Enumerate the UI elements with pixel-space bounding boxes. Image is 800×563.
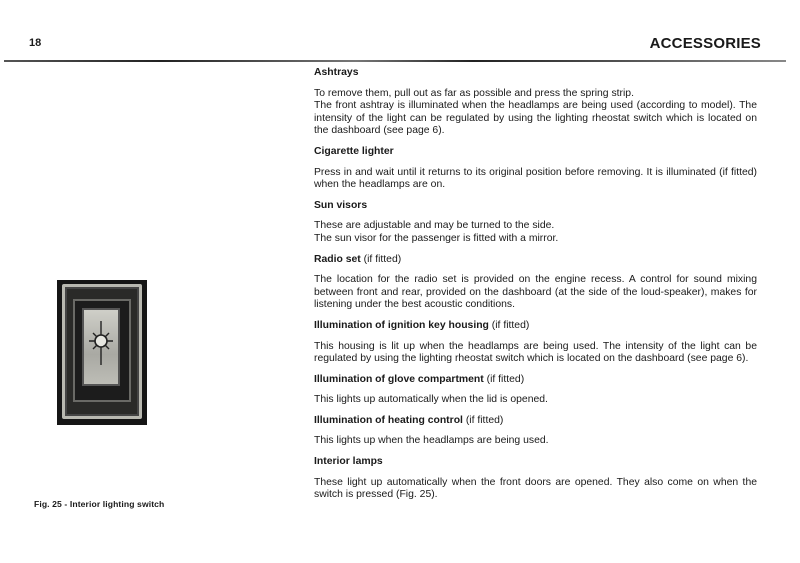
switch-rocker bbox=[82, 308, 120, 386]
heading-note: (if fitted) bbox=[488, 319, 530, 331]
paragraph: The front ashtray is illuminated when the headlamps are being used (according to model). The intensity of the light can be regulated by using the lighting rheostat switch which is located on the dashboard (see page 6). bbox=[314, 100, 757, 137]
paragraph: This housing is lit up when the headlamps are being used. The intensity of the light can be regulated by using the lighting rheostat switch which is located on the dashboard (see page 6). bbox=[314, 340, 757, 365]
main-content bbox=[314, 67, 757, 510]
switch-photo bbox=[57, 280, 147, 425]
section-heading bbox=[314, 200, 757, 213]
section-heading bbox=[314, 67, 757, 80]
section-heating-control-illumination bbox=[314, 415, 757, 448]
chapter-title: ACCESSORIES bbox=[649, 35, 761, 52]
paragraph: Press in and wait until it returns to its original position before removing. It is illuminated (if fitted) when the headlamps are on. bbox=[314, 166, 757, 191]
paragraph: This lights up when the headlamps are being used. bbox=[314, 435, 549, 447]
heading-text: Illumination of glove compartment bbox=[314, 373, 484, 385]
paragraph: These light up automatically when the front doors are opened. They also come on when the switch is pressed (Fig. 25). bbox=[314, 476, 757, 501]
heading-text: Ashtrays bbox=[314, 67, 359, 78]
section-sun-visors bbox=[314, 200, 757, 246]
header-rule bbox=[4, 60, 786, 62]
section-heading bbox=[314, 374, 757, 387]
heading-note: (if fitted) bbox=[462, 414, 504, 426]
heading-text: Interior lamps bbox=[314, 456, 383, 468]
heading-text: Illumination of heating control bbox=[314, 414, 463, 426]
paragraph: To remove them, pull out as far as possible and press the spring strip. bbox=[314, 87, 634, 99]
section-cigarette-lighter bbox=[314, 146, 757, 192]
section-heading bbox=[314, 254, 757, 267]
heading-note: (if fitted) bbox=[483, 373, 525, 385]
switch-recess bbox=[73, 299, 131, 402]
heading-text: Radio set bbox=[314, 253, 361, 265]
heading-text: Sun visors bbox=[314, 199, 368, 211]
paragraph: These are adjustable and may be turned to the side. bbox=[314, 220, 555, 232]
section-interior-lamps bbox=[314, 456, 757, 502]
section-heading bbox=[314, 320, 757, 333]
switch-bezel bbox=[62, 284, 142, 419]
heading-note: (if fitted) bbox=[360, 253, 402, 265]
paragraph: The sun visor for the passenger is fitted with a mirror. bbox=[314, 232, 559, 244]
figure-caption: Fig. 25 - Interior lighting switch bbox=[34, 499, 165, 509]
heading-text: Illumination of ignition key housing bbox=[314, 319, 489, 331]
section-glove-compartment-illumination bbox=[314, 374, 757, 407]
sun-icon bbox=[86, 319, 116, 367]
heading-text: Cigarette lighter bbox=[314, 145, 394, 157]
section-radio-set bbox=[314, 254, 757, 312]
paragraph: This lights up automatically when the lid is opened. bbox=[314, 394, 548, 406]
page-number: 18 bbox=[29, 37, 42, 49]
section-ignition-key-illumination bbox=[314, 320, 757, 366]
section-heading bbox=[314, 415, 757, 428]
section-heading bbox=[314, 146, 757, 159]
figure-interior-lighting-switch bbox=[57, 280, 147, 425]
section-heading bbox=[314, 456, 757, 469]
paragraph: The location for the radio set is provided on the engine recess. A control for sound mixing between front and rear, provided on the dashboard (at the side of the loud-speaker), makes for listening under the best acoustic conditions. bbox=[314, 274, 757, 311]
section-ashtrays bbox=[314, 67, 757, 138]
